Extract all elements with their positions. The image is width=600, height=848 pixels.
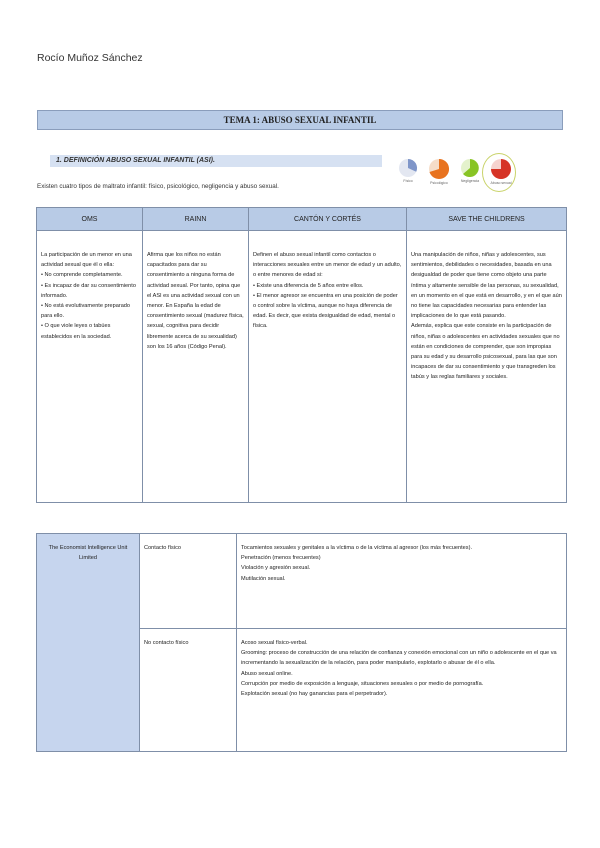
contact-item: Violación y agresión sexual. (241, 565, 311, 572)
contact-item: Mutilación sexual. (241, 575, 286, 582)
no-contact-item: Corrupción por medio de exposición a lenguaje, situaciones sexuales o por medio de pornografía. (241, 680, 484, 687)
no-contact-item: Grooming: proceso de construcción de una relación de confianza y conexión emocional con un niño o adolescente en el que va incrementando la sexualización de la relación, para poder manipularlo, explotarlo o abusar de él o ella. (241, 650, 557, 667)
definitions-row (37, 231, 567, 503)
contact-item: Penetración (menos frecuentes) (241, 555, 321, 562)
header-canton-cortes: CANTÓN Y CORTÉS (249, 208, 407, 231)
contact-label: Contacto físico (140, 534, 237, 629)
no-contact-label: No contacto físico (140, 629, 237, 752)
contact-row (37, 534, 567, 629)
definitions-table (36, 207, 567, 503)
pie-label-fisico: Físico (403, 179, 413, 183)
pie-psicologico-icon (424, 158, 454, 194)
section-heading-bar (50, 155, 382, 167)
cell-oms (37, 231, 143, 503)
header-oms: OMS (37, 208, 143, 231)
org-cell (37, 534, 140, 752)
section-heading: 1. DEFINICIÓN ABUSO SEXUAL INFANTIL (ASI). (56, 157, 215, 164)
org-name: The Economist Intelligence Unit Limited (48, 545, 128, 561)
pie-negligencia-icon (455, 158, 485, 194)
pie-label-psicologico: Psicológico (430, 181, 448, 185)
no-contact-item: Abuso sexual online. (241, 670, 293, 677)
canton-line: • El menor agresor se encuentra en una posición de poder o control sobre la víctima, aunque no haya diferencia de edad. Es decir, que exista desigualdad de edad, mental o física. (253, 292, 398, 330)
oms-line: • O que viole leyes o tabúes establecidos en la sociedad. (41, 323, 112, 340)
rainn-text: Afirma que los niños no están capacitados para dar su consentimiento a ninguna forma de actividad sexual. Por tanto, opina que el ASI es una actividad sexual con un menor. En España la edad de consentimiento sexual (madurez física, sexual, cognitiva para decidir libremente acerca de su sexualidad) son los 16 años (Código Penal). (147, 252, 244, 350)
definitions-header-row (37, 208, 567, 231)
contact-item: Tocamientos sexuales y genitales a la víctima o de la víctima al agresor (los más frecuentes). (241, 545, 472, 551)
no-contact-items-cell (237, 629, 567, 752)
no-contact-item: Explotación sexual (no hay ganancias para el perpetrador). (241, 691, 388, 698)
intro-text: Existen cuatro tipos de maltrato infantil: físico, psicológico, negligencia y abuso sexual. (37, 183, 279, 190)
header-rainn: RAINN (143, 208, 249, 231)
pie-abuso-sexual-icon (486, 158, 516, 194)
cell-save-the-children (407, 231, 567, 503)
pie-fisico-icon (393, 158, 423, 194)
save-paragraph: Además, explica que este consiste en la participación de niños, niñas o adolescentes en actividades sexuales que no están en condiciones de comprender, que son impropias para su edad y su desarrollo psicosexual, para las que son incapaces de dar su consentimiento y que transgreden los tabús y las reglas familiares y sociales. (411, 323, 560, 381)
oms-line: • No está evolutivamente preparado para ello. (41, 303, 131, 320)
cell-rainn (143, 231, 249, 503)
no-contact-item: Acoso sexual físico-verbal. (241, 640, 308, 646)
contact-items-cell (237, 534, 567, 629)
save-paragraph: Una manipulación de niños, niñas y adolescentes, sus sentimientos, debilidades o necesidades, basada en una desigualdad de poder que tiene como objeto una parte íntima y altamente sensible de las personas, su sexualidad, en un momento en el que está en desarrollo, y en el que aún no tiene las capacidades necesarias para entender las implicaciones de lo que está pasando. (411, 252, 562, 320)
abuse-types-table (36, 533, 567, 752)
pie-label-abuso-sexual: Abuso sexual (490, 181, 512, 185)
header-save-the-children: SAVE THE CHILDRENS (407, 208, 567, 231)
page-title: TEMA 1: ABUSO SEXUAL INFANTIL (37, 110, 563, 130)
author-name: Rocío Muñoz Sánchez (37, 52, 143, 64)
oms-line: • Es incapaz de dar su consentimiento informado. (41, 282, 136, 299)
cell-canton-cortes (249, 231, 407, 503)
pie-label-negligencia: Negligencia (460, 179, 480, 183)
canton-line: • Existe una diferencia de 5 años entre ellos. (253, 282, 364, 289)
canton-line: Definen el abuso sexual infantil como contactos o interacciones sexuales entre un menor de edad y un adulto, o entre menores de edad si: (253, 252, 402, 279)
oms-line: • No comprende completamente. (41, 272, 123, 279)
oms-line: La participación de un menor en una actividad sexual que él o ella: (41, 252, 132, 269)
maltreatment-type-icons (393, 158, 517, 200)
